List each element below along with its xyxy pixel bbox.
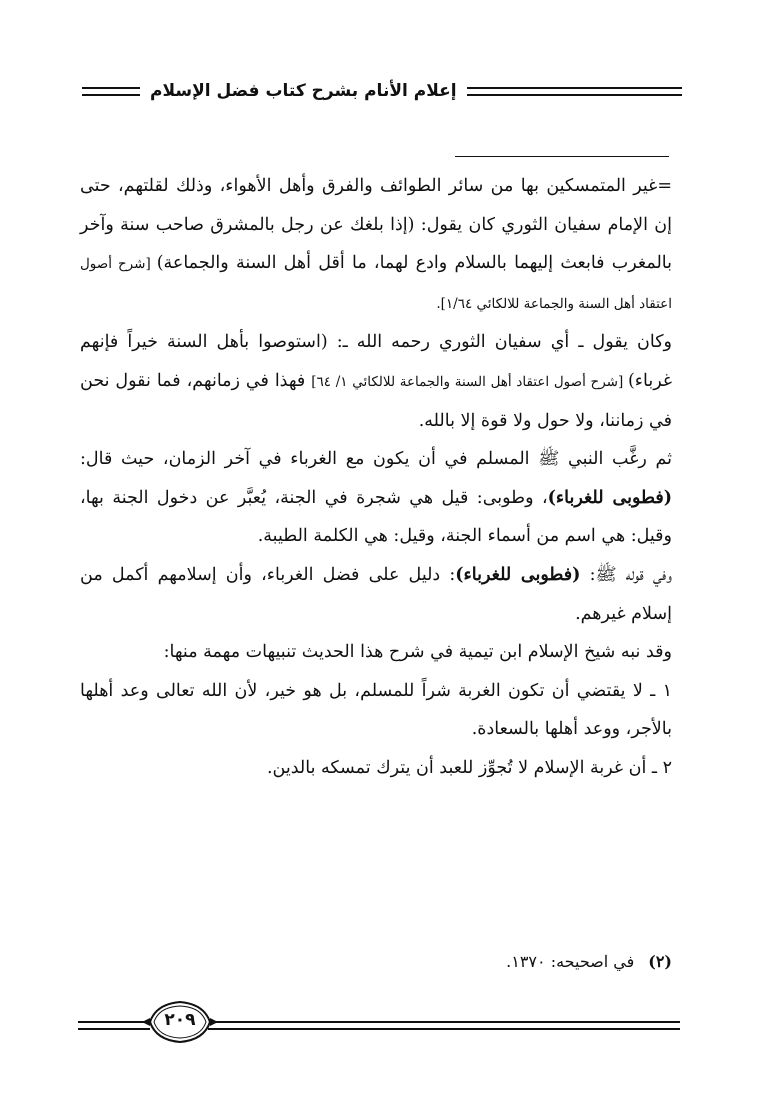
paragraph-1-reference: [شرح أصول اعتقاد أهل السنة والجماعة للالكائي ١/٦٤]. (80, 256, 672, 312)
header-title: إعلام الأنام بشرح كتاب فضل الإسلام (150, 81, 457, 101)
footnote-text: في اصحيحه: ١٣٧٠. (506, 952, 635, 971)
paragraph-2-text: وكان يقول ـ أي سفيان الثوري رحمه الله ـ: (استوصوا بأهل السنة خيراً فإنهم غرباء) (80, 332, 673, 391)
header-rule-right (467, 87, 682, 96)
page-footer (78, 998, 680, 1050)
footer-rule-right (208, 1021, 680, 1030)
paragraph-4 (80, 556, 672, 633)
paragraph-4-hadith: (فطوبى للغرباء) (455, 564, 581, 585)
paragraph-2-tail: فهذا في زمانهم، فما نقول نحن في زماننا، ولا حول ولا قوة إلا بالله. (80, 370, 672, 431)
footnote-separator-top (455, 156, 669, 157)
paragraph-2 (80, 323, 672, 440)
paragraph-3-text-b: ، وطوبى: قيل هي شجرة في الجنة، يُعبَّر عن دخول الجنة بها، وقيل: هي اسم من أسماء الجنة، وقيل: هي الكلمة الطيبة. (80, 487, 672, 547)
paragraph-3-text-a: ثم رغَّب النبي ﷺ المسلم في أن يكون مع الغرباء في آخر الزمان، حيث قال: (80, 449, 672, 470)
paragraph-3 (80, 440, 672, 556)
paragraph-4-text-a: وفي قوله ﷺ: (580, 564, 672, 585)
paragraph-1-text: =غير المتمسكين بها من سائر الطوائف والفرق وأهل الأهواء، وذلك لقلتهم، حتى إن الإمام سفيان الثوري كان يقول: (إذا بلغك عن رجل بالمشرق صاحب سنة وآخر بالمغرب فابعث إليهما بالسلام وادع لهما، ما أقل أهل السنة والجماعة) (80, 176, 673, 274)
paragraph-6: ١ ـ لا يقتضي أن تكون الغربة شراً للمسلم، بل هو خير، لأن الله تعالى وعد أهلها بالأجر، ووعد أهلها بالسعادة. (80, 680, 672, 740)
footnote-number: (٢) (648, 952, 672, 971)
paragraph-1 (80, 167, 672, 323)
body-text (80, 167, 672, 788)
footnote (80, 952, 672, 971)
paragraph-2-reference: [شرح أصول اعتقاد أهل السنة والجماعة للالكائي ١/ ٦٤] (311, 373, 628, 390)
running-header (82, 78, 682, 104)
header-rule-left (82, 87, 140, 96)
paragraph-7: ٢ ـ أن غربة الإسلام لا تُجوِّز للعبد أن يترك تمسكه بالدين. (266, 757, 672, 778)
paragraph-5: وقد نبه شيخ الإسلام ابن تيمية في شرح هذا الحديث تنبيهات مهمة منها: (163, 642, 672, 663)
paragraph-3-hadith: (فطوبى للغرباء) (547, 487, 672, 508)
page-number: ٢٠٩ (164, 1010, 196, 1030)
paragraph-4-text-b: : دليل على فضل الغرباء، وأن إسلامهم أكمل من إسلام غيرهم. (80, 564, 672, 624)
